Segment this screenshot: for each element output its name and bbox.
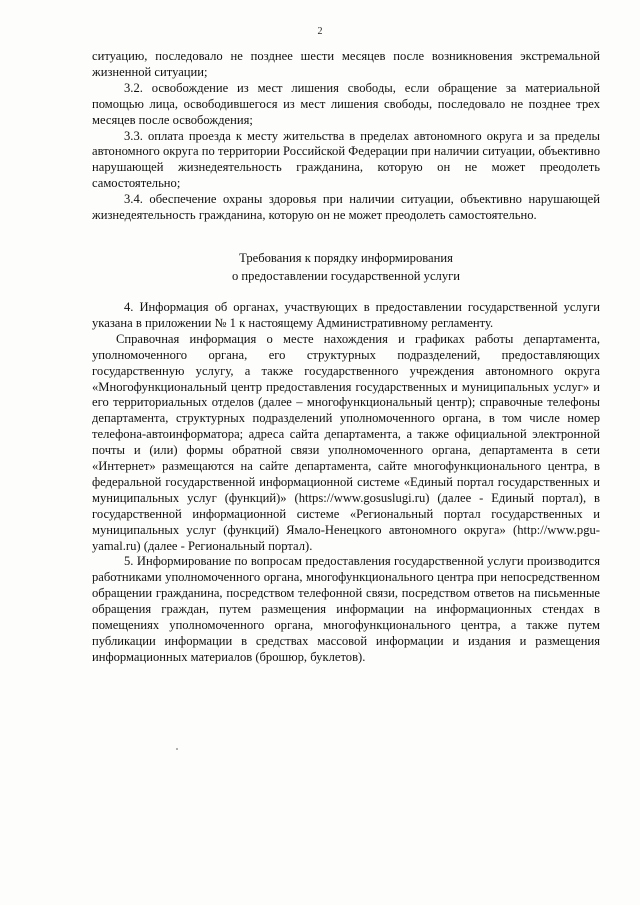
paragraph-3-4: 3.4. обеспечение охраны здоровья при наличии ситуации, объективно нарушающей жизнедеятельность гражданина, которую он не может преодолеть самостоятельно. — [92, 192, 600, 223]
paragraph-4: 4. Информация об органах, участвующих в предоставлении государственной услуги указана в приложении № 1 к настоящему Административному регламенту. — [92, 299, 600, 330]
paragraph-reference-info: Справочная информация о месте нахождения и графиках работы департамента, уполномоченного органа, его структурных подразделений, предоставляющих государственную услугу, а также государственного учреждения автономного округа «Многофункциональный центр предоставления государственных и муниципальных услуг» и его территориальных отделов (далее – многофункциональный центр); справочные телефоны департамента, структурных подразделений уполномоченного органа, в том числе номер телефона-автоинформатора; адреса сайта департамента, а также официальной электронной почты и (или) формы обратной связи уполномоченного органа, департамента в сети «Интернет» размещаются на сайте департамента, сайте многофункционального центра, в федеральной государственной информационной системе «Единый портал государственных и муниципальных услуг (функций)» (https://www.gosuslugi.ru) (далее - Единый портал), в государственной информационной системе «Региональный портал государственных и муниципальных услуг (функций) Ямало-Ненецкого автономного округа» (http://www.pgu-yamal.ru) (далее - Региональный портал). — [92, 331, 600, 553]
section-heading-line-2: о предоставлении государственной услуги — [231, 268, 461, 283]
page-number: 2 — [317, 26, 323, 37]
section-heading — [92, 249, 600, 285]
scan-speck — [176, 748, 178, 750]
paragraph-5: 5. Информирование по вопросам предоставления государственной услуги производится работниками уполномоченного органа, многофункционального центра при непосредственном обращении гражданина, посредством телефонной связи, посредством ответов на письменные обращения граждан, путем размещения информации на информационных стендах в помещениях уполномоченного органа, многофункционального центра, а также путем публикации информации в средствах массовой информации и издания и размещения информационных материалов (брошюр, буклетов). — [92, 554, 600, 664]
paragraph-3-2: 3.2. освобождение из мест лишения свободы, если обращение за материальной помощью лица, освободившегося из мест лишения свободы, последовало не позднее трех месяцев после освобождения; — [92, 80, 600, 127]
paragraph-3-3: 3.3. оплата проезда к месту жительства в пределах автономного округа и за пределы автономного округа по территории Российской Федерации при наличии ситуации, объективно нарушающей жизнедеятельность гражданина, которую он не может преодолеть самостоятельно; — [92, 128, 600, 191]
section-heading-line-1: Требования к порядку информирования — [239, 250, 453, 265]
document-body — [92, 49, 600, 666]
paragraph-continuation: ситуацию, последовало не позднее шести месяцев после возникновения экстремальной жизненной ситуации; — [92, 49, 600, 79]
